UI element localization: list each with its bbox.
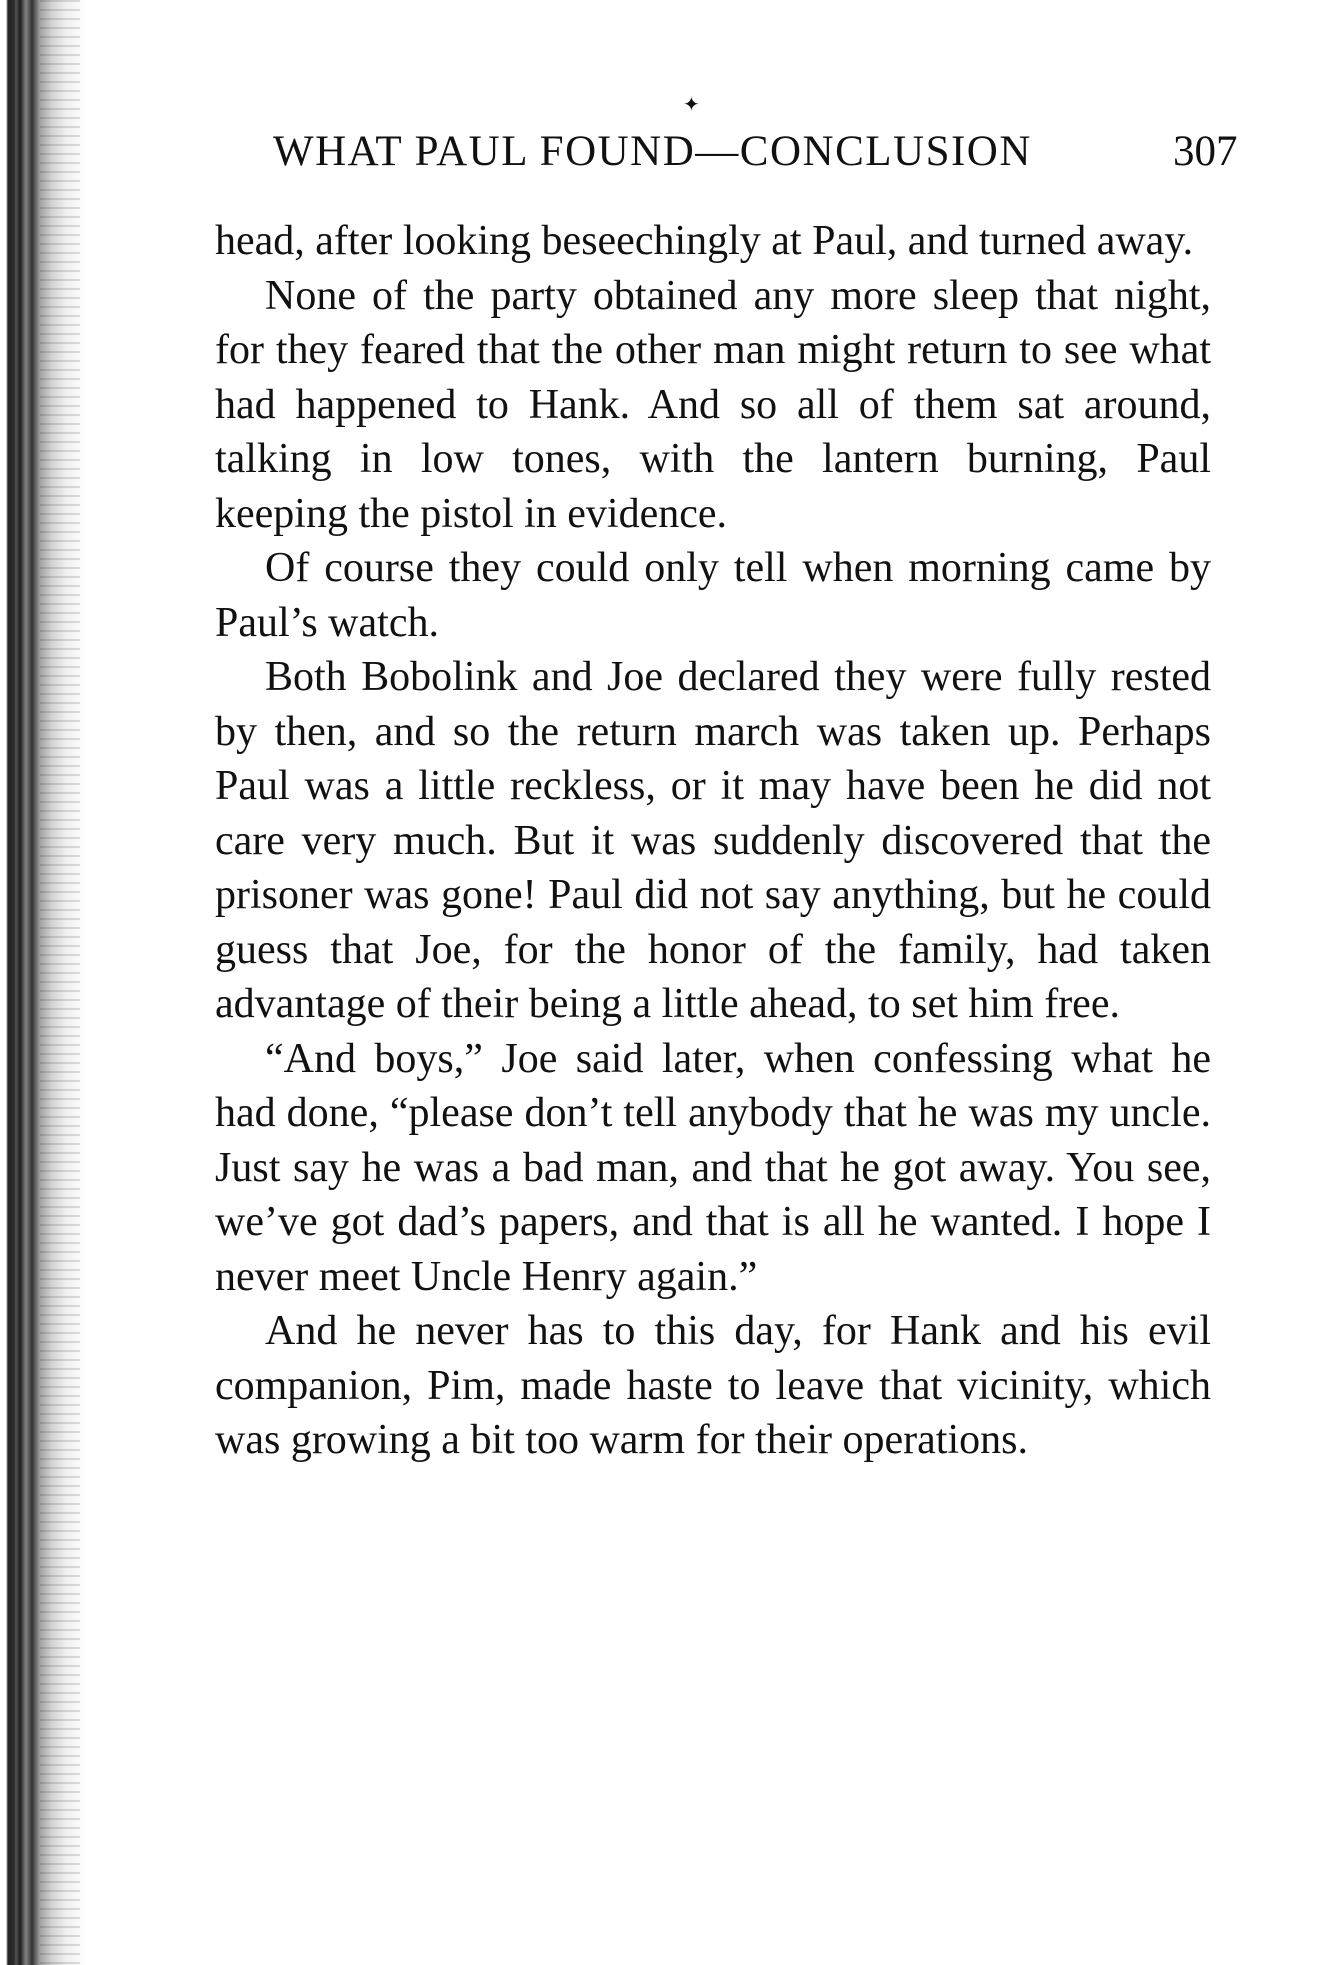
paragraph-continued: head, after looking beseechingly at Paul, and turned away. (215, 218, 1194, 264)
paragraph: “And boys,” Joe said later, when confessing what he had done, “please don’t tell anybody that he was my uncle. Just say he was a bad man, and that he got away. You see, we’ve got dad’s papers, and that is all he wanted. I hope I never meet Uncle Henry again.” (215, 1035, 1211, 1300)
page-number: 307 (1173, 128, 1238, 175)
body-text (215, 214, 1211, 1468)
printer-ornament-mark: ✦ (683, 92, 700, 116)
paragraph: None of the party obtained any more sleep that night, for they feared that the other man might return to see what had happened to Hank. And so all of them sat around, talking in low tones, with the lantern burning, Paul keeping the pistol in evidence. (215, 272, 1211, 537)
paragraph: And he never has to this day, for Hank and his evil companion, Pim, made haste to leave that vicinity, which was growing a bit too warm for their operations. (215, 1308, 1211, 1463)
binding-speckle (40, 0, 80, 1965)
running-head-title: WHAT PAUL FOUND—CONCLUSION (273, 128, 1032, 175)
paragraph: Both Bobolink and Joe declared they were fully rested by then, and so the return march was taken up. Perhaps Paul was a little reckless, or it may have been he did not care very much. But it was suddenly discovered that the prisoner was gone! Paul did not say anything, but he could guess that Joe, for the honor of the family, had taken advantage of their being a little ahead, to set him free. (215, 654, 1211, 1027)
running-head (273, 127, 1238, 187)
paragraph: Of course they could only tell when morning came by Paul’s watch. (215, 545, 1211, 646)
